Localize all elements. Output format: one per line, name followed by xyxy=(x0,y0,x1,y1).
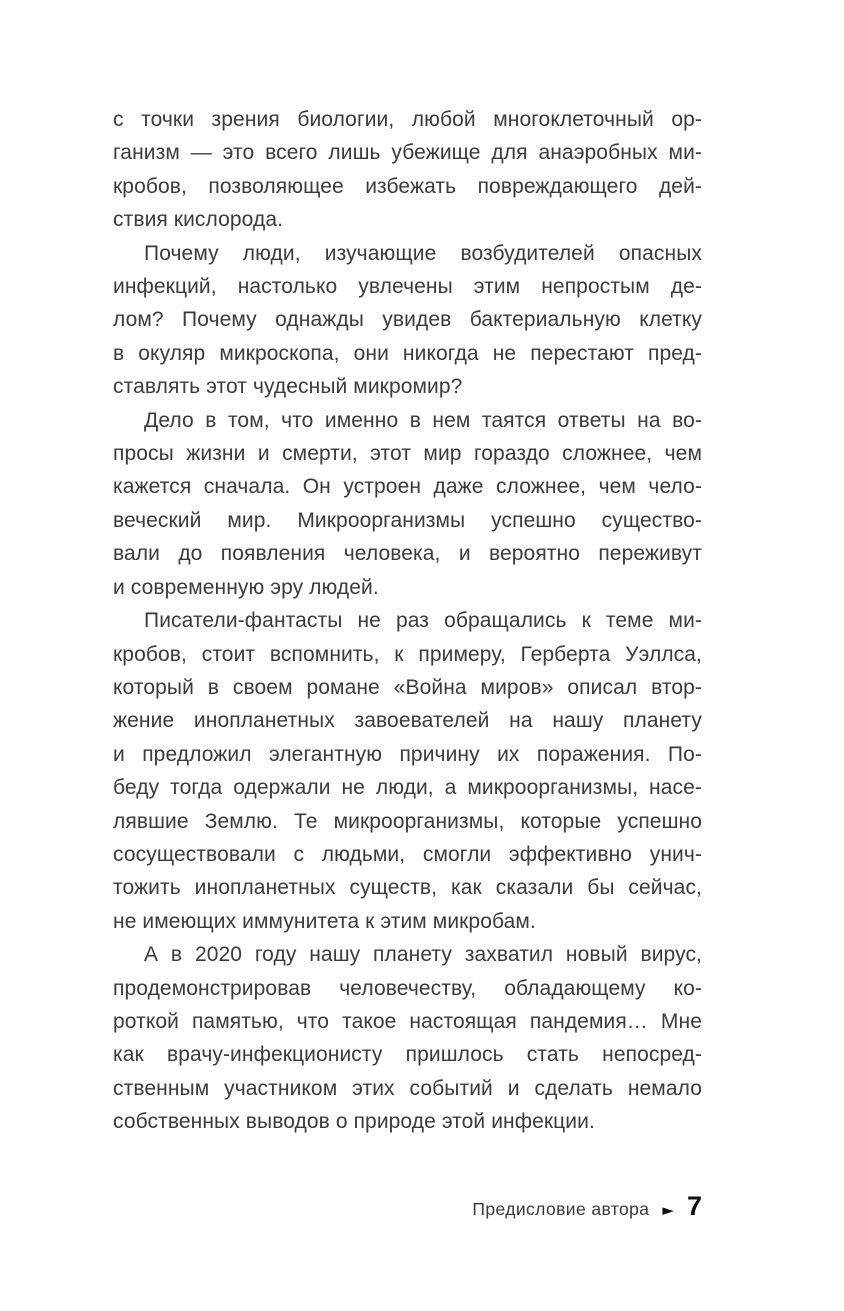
text-line: кробов, позволяющее избежать повреждающего дей- xyxy=(113,174,702,198)
page-number: 7 xyxy=(686,1191,702,1221)
text-line: кажется сначала. Он устроен даже сложнее, чем чело- xyxy=(113,475,702,499)
text-line: лявшие Землю. Те микроорганизмы, которые успешно xyxy=(113,809,702,833)
text-line: ствия кислорода. xyxy=(113,208,284,232)
text-line: тожить инопланетных существ, как сказали бы сейчас, xyxy=(113,876,702,900)
paragraph xyxy=(113,103,702,237)
text-line: собственных выводов о природе этой инфекции. xyxy=(113,1110,595,1134)
paragraph xyxy=(113,404,702,604)
arrow-right-icon: ► xyxy=(662,1201,674,1219)
text-line: кробов, стоит вспомнить, к примеру, Герберта Уэллса, xyxy=(113,642,702,666)
text-line: Писатели-фантасты не раз обращались к теме ми- xyxy=(144,609,702,633)
text-line: Почему люди, изучающие возбудителей опасных xyxy=(144,241,702,265)
body-text xyxy=(113,103,702,1139)
text-line: вали до появления человека, и вероятно переживут xyxy=(113,542,702,566)
text-line: А в 2020 году нашу планету захватил новый вирус, xyxy=(144,943,702,967)
paragraph xyxy=(113,938,702,1138)
text-line: ственным участником этих событий и сделать немало xyxy=(113,1076,702,1100)
text-line: ставлять этот чудесный микромир? xyxy=(113,375,463,399)
text-line: ганизм — это всего лишь убежище для анаэробных ми- xyxy=(113,141,702,165)
footer-section-title: Предисловие автора xyxy=(472,1199,650,1219)
text-line: не имеющих иммунитета к этим микробам. xyxy=(113,909,536,933)
text-line: жение инопланетных завоевателей на нашу планету xyxy=(113,709,702,733)
text-line: как врачу-инфекционисту пришлось стать непосред- xyxy=(113,1043,702,1067)
text-line: Дело в том, что именно в нем таятся ответы на во- xyxy=(144,408,702,432)
text-line: и предложил элегантную причину их поражения. По- xyxy=(113,742,702,766)
text-line: беду тогда одержали не люди, а микроорганизмы, насе- xyxy=(113,776,702,800)
text-line: с точки зрения биологии, любой многоклеточный ор- xyxy=(113,108,702,131)
text-line: инфекций, настолько увлечены этим непростым де- xyxy=(113,275,702,299)
text-line: роткой памятью, что такое настоящая пандемия… Мне xyxy=(113,1009,702,1033)
text-line: сосуществовали с людьми, смогли эффективно унич- xyxy=(113,842,702,866)
text-line: в окуляр микроскопа, они никогда не перестают пред- xyxy=(113,341,702,365)
paragraph xyxy=(113,237,702,404)
text-line: который в своем романе «Война миров» описал втор- xyxy=(113,675,702,699)
text-line: продемонстрировав человечеству, обладающему ко- xyxy=(113,976,702,1000)
paragraph xyxy=(113,604,702,938)
text-line: веческий мир. Микроорганизмы успешно существо- xyxy=(113,508,702,532)
text-line: и современную эру людей. xyxy=(113,575,379,599)
text-line: просы жизни и смерти, этот мир гораздо сложнее, чем xyxy=(113,442,702,466)
text-line: лом? Почему однажды увидев бактериальную клетку xyxy=(113,308,702,332)
page-footer xyxy=(472,1191,702,1222)
